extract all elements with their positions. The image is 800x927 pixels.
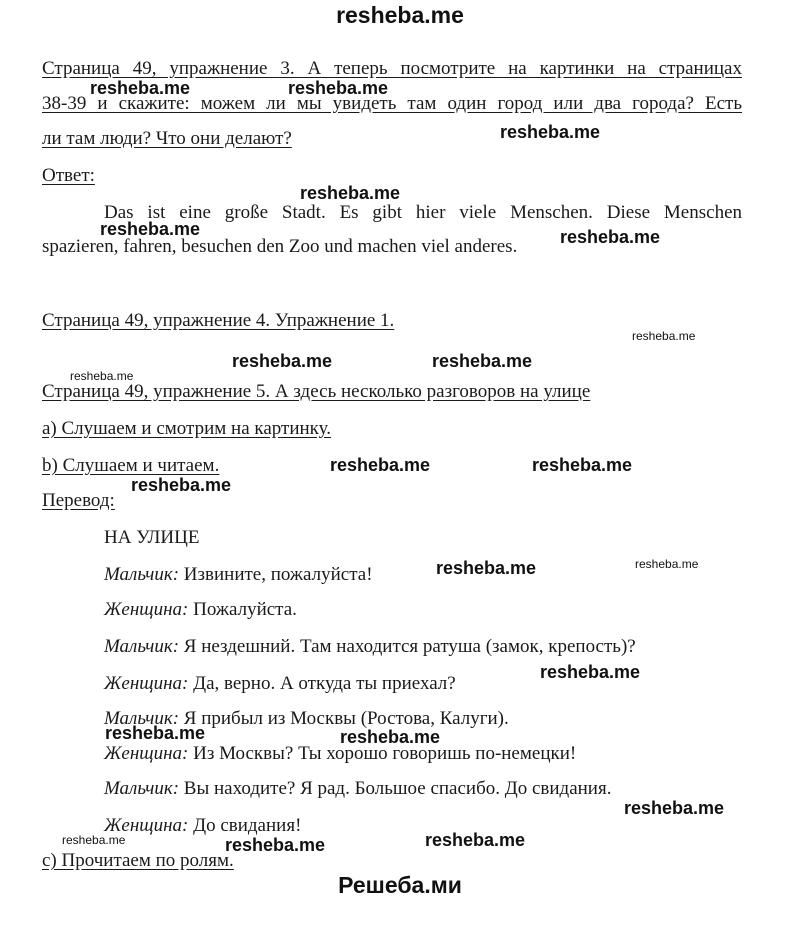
ex3-heading-line-3: ли там люди? Что они делают? xyxy=(42,128,292,149)
watermark: resheba.me xyxy=(225,835,326,855)
ex3-answer-line-1: Das ist eine große Stadt. Es gibt hier viele Menschen. Diese Menschen xyxy=(104,202,742,223)
watermark: resheba.me xyxy=(432,351,533,371)
watermark: resheba.me xyxy=(624,798,725,818)
dialog-speaker: Женщина: xyxy=(104,673,189,694)
dialog-speaker: Женщина: xyxy=(104,599,189,620)
dialog-text: Вы находите? Я рад. Большое спасибо. До свидания. xyxy=(179,778,612,799)
watermark: resheba.me xyxy=(288,78,389,98)
translation-label: Перевод: xyxy=(42,490,115,511)
watermark: resheba.me xyxy=(62,833,126,847)
site-header: resheba.me xyxy=(336,2,464,28)
watermark: resheba.me xyxy=(70,369,134,383)
watermark: resheba.me xyxy=(340,727,441,747)
watermark: resheba.me xyxy=(635,557,699,571)
watermark: resheba.me xyxy=(300,183,401,203)
ex5-item-b: b) Слушаем и читаем. xyxy=(42,455,220,476)
dialog-line xyxy=(104,633,636,660)
watermark: resheba.me xyxy=(232,351,333,371)
ex3-heading-line-2: 38-39 и скажите: можем ли мы увидеть там один город или два города? Есть xyxy=(42,93,742,114)
ex3-heading-line-1: Страница 49, упражнение 3. А теперь посмотрите на картинки на страницах xyxy=(42,58,742,79)
dialog-line xyxy=(104,561,373,588)
dialog-text: Да, верно. А откуда ты приехал? xyxy=(188,673,456,694)
ex5-item-c: c) Прочитаем по ролям. xyxy=(42,850,234,871)
watermark: resheba.me xyxy=(436,558,537,578)
watermark: resheba.me xyxy=(131,475,232,495)
watermark: resheba.me xyxy=(532,455,633,475)
ex4-heading: Страница 49, упражнение 4. Упражнение 1. xyxy=(42,310,395,331)
ex5-item-a: a) Слушаем и смотрим на картинку. xyxy=(42,418,331,439)
watermark: resheba.me xyxy=(540,662,641,682)
dialog-line xyxy=(104,670,456,697)
ex5-heading: Страница 49, упражнение 5. А здесь несколько разговоров на улице xyxy=(42,381,591,402)
dialog-text: Из Москвы? Ты хорошо говоришь по-немецки! xyxy=(188,743,577,764)
watermark: resheba.me xyxy=(105,723,206,743)
dialog-text: Я нездешний. Там находится ратуша (замок, крепость)? xyxy=(179,636,636,657)
dialog-line xyxy=(104,596,297,623)
dialog-speaker: Женщина: xyxy=(104,815,189,836)
watermark: resheba.me xyxy=(425,830,526,850)
watermark: resheba.me xyxy=(100,219,201,239)
dialog-text: Пожалуйста. xyxy=(188,599,297,620)
ex3-answer-label: Ответ: xyxy=(42,165,95,186)
dialog-text: Я прибыл из Москвы (Ростова, Калуги). xyxy=(179,708,509,729)
dialog-text: До свидания! xyxy=(188,815,302,836)
dialog-speaker: Мальчик: xyxy=(104,778,180,799)
dialog-text: Извините, пожалуйста! xyxy=(179,564,373,585)
dialog-speaker: Мальчик: xyxy=(104,636,180,657)
dialog-line xyxy=(104,775,611,802)
dialog-speaker: Мальчик: xyxy=(104,564,180,585)
watermark: resheba.me xyxy=(632,329,696,343)
dialog-speaker: Мальчик: xyxy=(104,708,180,729)
watermark: resheba.me xyxy=(560,227,661,247)
dialog-title: НА УЛИЦЕ xyxy=(104,527,200,548)
watermark: resheba.me xyxy=(90,78,191,98)
ex3-answer-line-2: spazieren, fahren, besuchen den Zoo und machen viel anderes. xyxy=(42,236,518,257)
watermark: resheba.me xyxy=(500,122,601,142)
watermark: resheba.me xyxy=(330,455,431,475)
dialog-speaker: Женщина: xyxy=(104,743,189,764)
site-footer: Решеба.ми xyxy=(338,872,462,898)
